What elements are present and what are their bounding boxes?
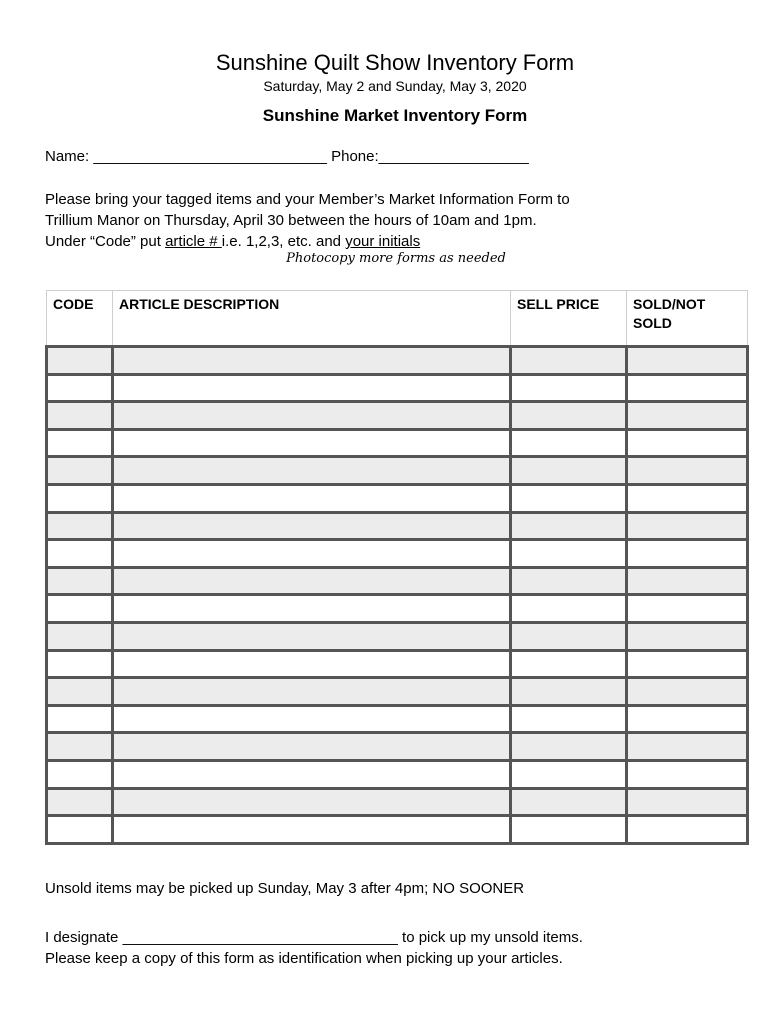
sold-cell[interactable] xyxy=(627,512,748,540)
name-field[interactable]: ____________________________ xyxy=(93,148,327,165)
table-row xyxy=(47,540,748,568)
description-cell[interactable] xyxy=(113,567,511,595)
sold-cell[interactable] xyxy=(627,374,748,402)
description-cell[interactable] xyxy=(113,650,511,678)
phone-field[interactable]: __________________ xyxy=(378,148,529,165)
code-cell[interactable] xyxy=(47,788,113,816)
table-row xyxy=(47,512,748,540)
column-header-description: ARTICLE DESCRIPTION xyxy=(113,291,511,347)
sold-cell[interactable] xyxy=(627,678,748,706)
instructions-line-1: Please bring your tagged items and your Member’s Market Information Form to xyxy=(45,191,570,208)
table-row xyxy=(47,595,748,623)
unsold-pickup-note: Unsold items may be picked up Sunday, May 3 after 4pm; NO SOONER xyxy=(45,880,525,897)
description-cell[interactable] xyxy=(113,705,511,733)
name-label: Name: xyxy=(45,148,94,165)
code-cell[interactable] xyxy=(47,760,113,788)
code-cell[interactable] xyxy=(47,678,113,706)
price-cell[interactable] xyxy=(511,512,627,540)
description-cell[interactable] xyxy=(113,678,511,706)
price-cell[interactable] xyxy=(511,622,627,650)
description-cell[interactable] xyxy=(113,622,511,650)
designate-field[interactable]: _________________________________ xyxy=(122,929,398,946)
table-row xyxy=(47,650,748,678)
price-cell[interactable] xyxy=(511,457,627,485)
table-row xyxy=(47,760,748,788)
code-cell[interactable] xyxy=(47,540,113,568)
table-row xyxy=(47,733,748,761)
sold-cell[interactable] xyxy=(627,402,748,430)
sold-cell[interactable] xyxy=(627,484,748,512)
sold-cell[interactable] xyxy=(627,595,748,623)
sold-cell[interactable] xyxy=(627,788,748,816)
code-cell[interactable] xyxy=(47,595,113,623)
description-cell[interactable] xyxy=(113,788,511,816)
sold-cell[interactable] xyxy=(627,567,748,595)
code-cell[interactable] xyxy=(47,402,113,430)
instructions-line-3 xyxy=(45,233,420,250)
designate-suffix: to pick up my unsold items. xyxy=(397,929,583,946)
sold-cell[interactable] xyxy=(627,457,748,485)
designate-label: I designate xyxy=(45,929,123,946)
description-cell[interactable] xyxy=(113,347,511,375)
table-row xyxy=(47,429,748,457)
code-cell[interactable] xyxy=(47,512,113,540)
description-cell[interactable] xyxy=(113,760,511,788)
code-cell[interactable] xyxy=(47,457,113,485)
designate-line xyxy=(45,929,583,946)
description-cell[interactable] xyxy=(113,512,511,540)
price-cell[interactable] xyxy=(511,429,627,457)
table-row xyxy=(47,816,748,844)
code-cell[interactable] xyxy=(47,374,113,402)
sold-cell[interactable] xyxy=(627,347,748,375)
price-cell[interactable] xyxy=(511,484,627,512)
price-cell[interactable] xyxy=(511,347,627,375)
code-cell[interactable] xyxy=(47,429,113,457)
price-cell[interactable] xyxy=(511,402,627,430)
sold-cell[interactable] xyxy=(627,622,748,650)
price-cell[interactable] xyxy=(511,788,627,816)
table-row xyxy=(47,484,748,512)
code-cell[interactable] xyxy=(47,705,113,733)
description-cell[interactable] xyxy=(113,733,511,761)
column-header-price: SELL PRICE xyxy=(511,291,627,347)
keep-copy-note: Please keep a copy of this form as identification when picking up your articles. xyxy=(45,950,563,967)
sold-cell[interactable] xyxy=(627,705,748,733)
description-cell[interactable] xyxy=(113,402,511,430)
table-row xyxy=(47,705,748,733)
description-cell[interactable] xyxy=(113,457,511,485)
price-cell[interactable] xyxy=(511,678,627,706)
article-number-text: article # xyxy=(165,233,222,250)
table-row xyxy=(47,347,748,375)
description-cell[interactable] xyxy=(113,484,511,512)
price-cell[interactable] xyxy=(511,650,627,678)
sold-cell[interactable] xyxy=(627,760,748,788)
description-cell[interactable] xyxy=(113,816,511,844)
table-row xyxy=(47,678,748,706)
table-body xyxy=(47,347,748,844)
price-cell[interactable] xyxy=(511,595,627,623)
initials-text: your initials xyxy=(345,233,421,250)
code-cell[interactable] xyxy=(47,347,113,375)
sold-cell[interactable] xyxy=(627,650,748,678)
sold-cell[interactable] xyxy=(627,540,748,568)
column-header-sold: SOLD/NOT SOLD xyxy=(627,291,748,347)
code-cell[interactable] xyxy=(47,650,113,678)
photocopy-note: Photocopy more forms as needed xyxy=(286,251,506,266)
phone-label: Phone: xyxy=(326,148,379,165)
table-row xyxy=(47,567,748,595)
description-cell[interactable] xyxy=(113,540,511,568)
price-cell[interactable] xyxy=(511,567,627,595)
form-title: Sunshine Quilt Show Inventory Form xyxy=(215,50,575,75)
price-cell[interactable] xyxy=(511,816,627,844)
description-cell[interactable] xyxy=(113,374,511,402)
description-cell[interactable] xyxy=(113,429,511,457)
table-row xyxy=(47,788,748,816)
table-row xyxy=(47,374,748,402)
table-row xyxy=(47,402,748,430)
table-row xyxy=(47,457,748,485)
description-cell[interactable] xyxy=(113,595,511,623)
code-cell[interactable] xyxy=(47,567,113,595)
column-header-code: CODE xyxy=(47,291,113,347)
price-cell[interactable] xyxy=(511,760,627,788)
price-cell[interactable] xyxy=(511,374,627,402)
code-cell[interactable] xyxy=(47,622,113,650)
instructions-line-2: Trillium Manor on Thursday, April 30 between the hours of 10am and 1pm. xyxy=(45,212,537,229)
inventory-table xyxy=(45,290,749,845)
sold-cell[interactable] xyxy=(627,733,748,761)
name-phone-line xyxy=(45,148,529,165)
code-cell[interactable] xyxy=(47,816,113,844)
table-row xyxy=(47,622,748,650)
code-example-text: i.e. 1,2,3, etc. and xyxy=(221,233,346,250)
sold-cell[interactable] xyxy=(627,816,748,844)
price-cell[interactable] xyxy=(511,733,627,761)
price-cell[interactable] xyxy=(511,540,627,568)
event-dates: Saturday, May 2 and Sunday, May 3, 2020 xyxy=(263,78,527,94)
sold-cell[interactable] xyxy=(627,429,748,457)
code-cell[interactable] xyxy=(47,733,113,761)
code-cell[interactable] xyxy=(47,484,113,512)
market-form-heading: Sunshine Market Inventory Form xyxy=(262,106,528,125)
price-cell[interactable] xyxy=(511,705,627,733)
code-instruction-text: Under “Code” put xyxy=(45,233,166,250)
table-header-row xyxy=(47,291,748,347)
